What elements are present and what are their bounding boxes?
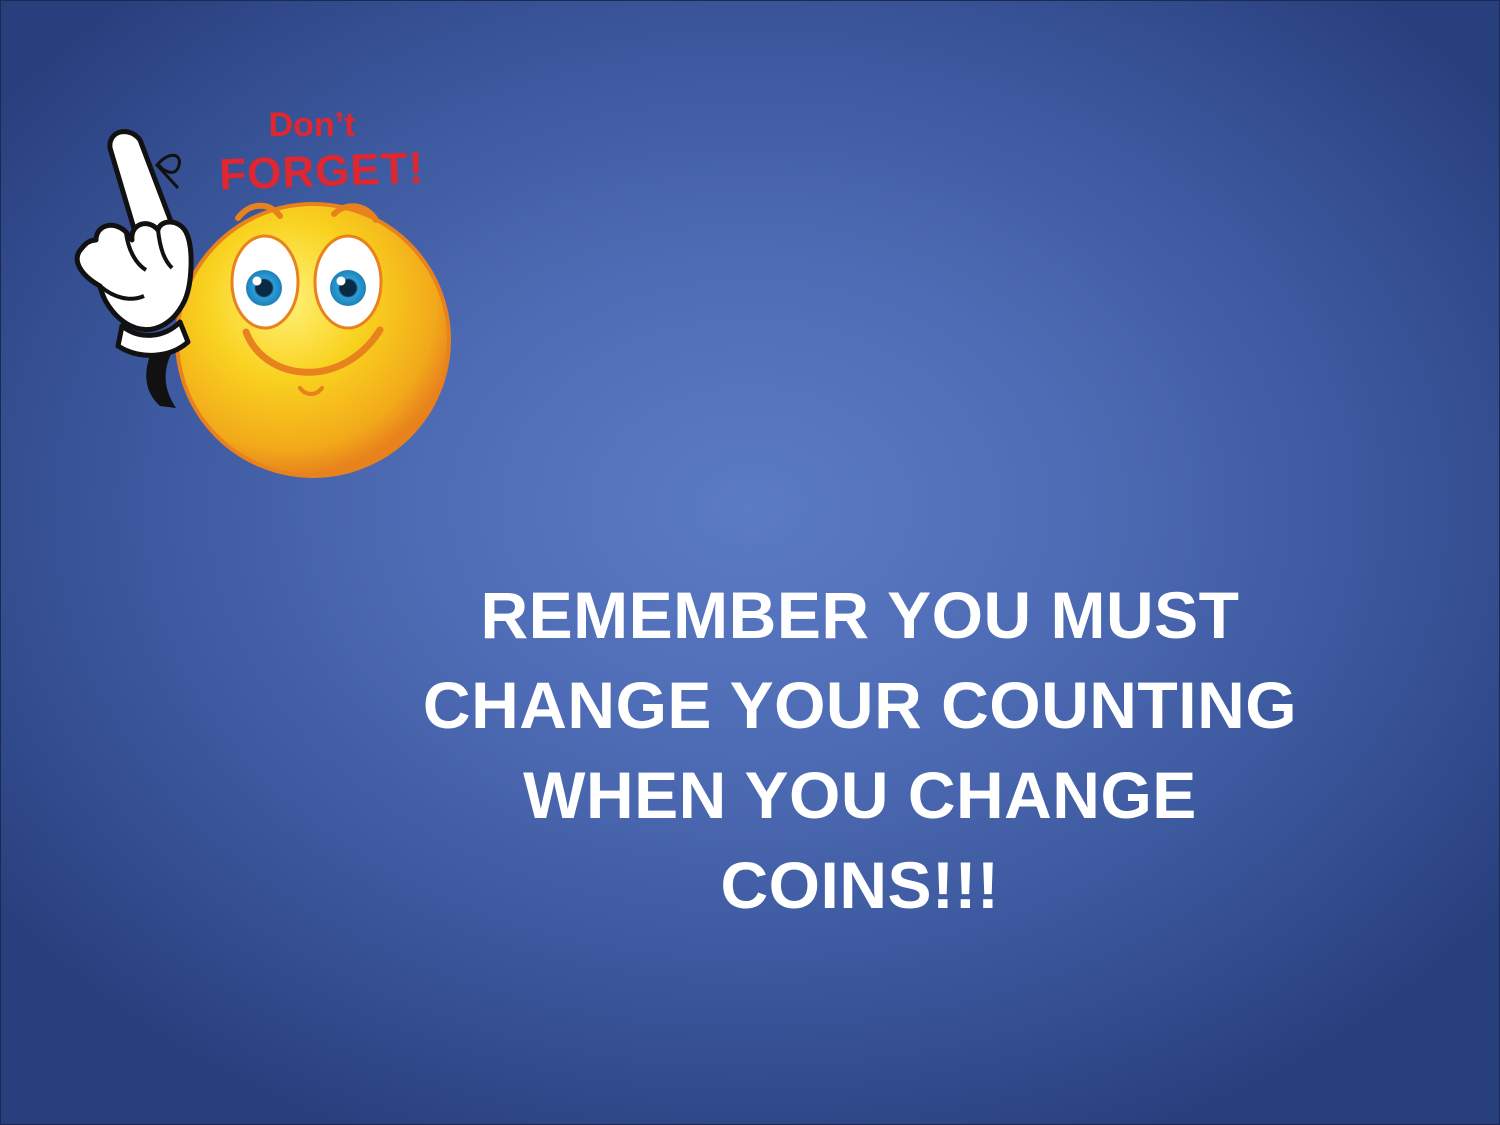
glove-hand: [77, 132, 191, 356]
dont-forget-smiley-icon: [60, 90, 460, 485]
message-line-1: REMEMBER YOU MUST: [480, 578, 1240, 652]
message-line-3: WHEN YOU CHANGE: [523, 758, 1197, 832]
dont-forget-sign: [218, 106, 425, 200]
sign-line-2: FORGET!: [218, 143, 425, 200]
smiley-face: [177, 204, 449, 476]
message-line-4: COINS!!!: [720, 848, 1000, 922]
sign-line-1: Don’t: [268, 106, 356, 144]
reminder-message: [400, 570, 1320, 930]
message-line-2: CHANGE YOUR COUNTING: [422, 668, 1298, 742]
